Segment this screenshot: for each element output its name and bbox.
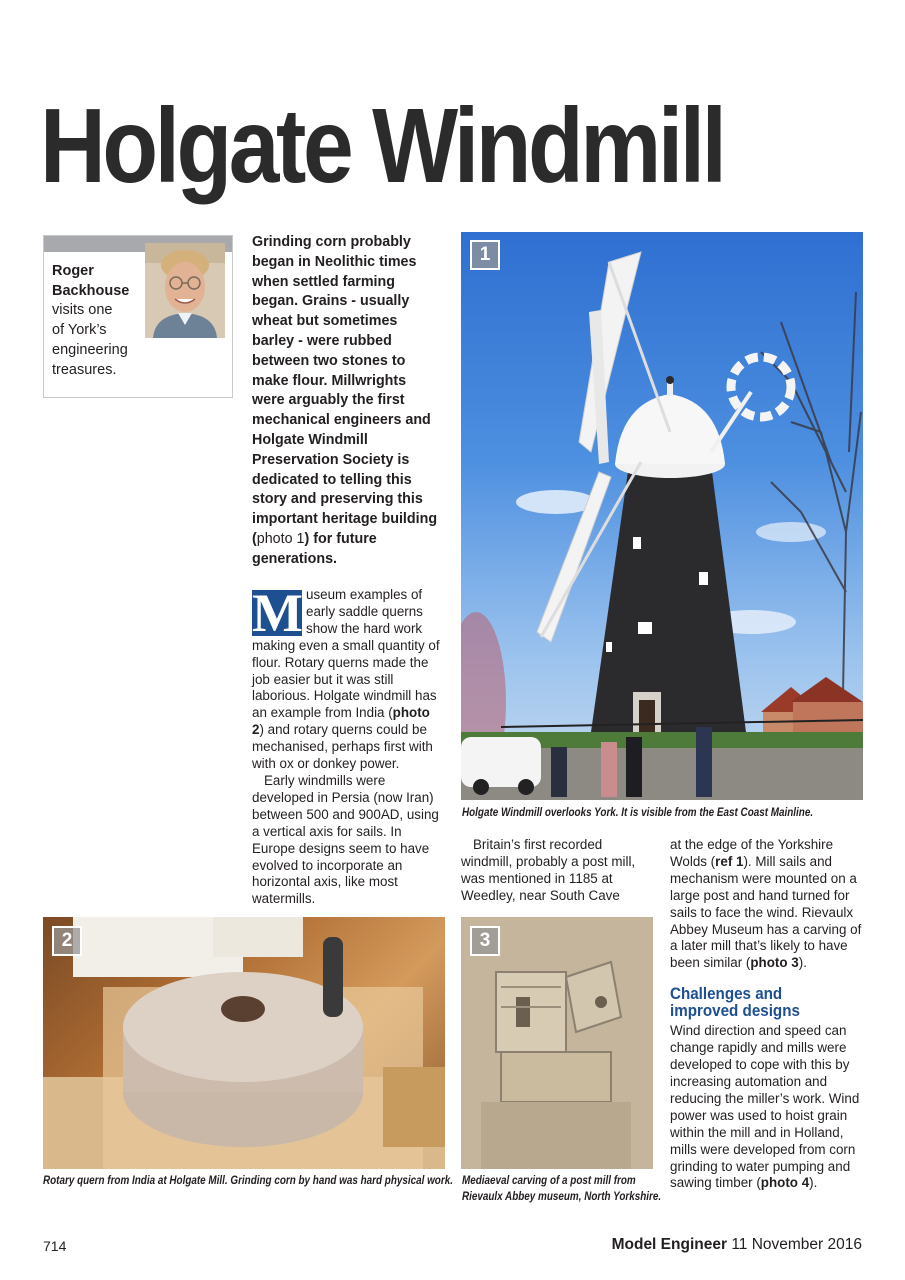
subheading-line: Challenges and xyxy=(670,985,783,1004)
body-paragraph xyxy=(670,837,866,972)
body-column-3 xyxy=(670,837,866,1192)
body-paragraph xyxy=(252,583,444,773)
subheading-line: improved designs xyxy=(670,1001,800,1020)
body-paragraph xyxy=(670,1023,866,1192)
author-portrait xyxy=(145,243,225,338)
photo-number-badge: 1 xyxy=(470,240,500,270)
standfirst-text: Grinding corn probably began in Neolithic times when settled farming began. Grains - usually wheat but sometimes barley - were rubbed between two stones to make flour. Millwrights were arguably the first mechanical engineers and Holgate Windmill Preservation Society is dedicated to telling this story and preserving this important heritage building ( xyxy=(252,234,438,547)
body-column-2 xyxy=(461,837,653,905)
magazine-name: Model Engineer xyxy=(611,1236,727,1253)
body-text: at the edge of the Yorkshire Wolds ( xyxy=(670,837,834,869)
quern-illustration xyxy=(43,917,445,1169)
photo-ref: photo 2 xyxy=(252,705,430,738)
ref-citation: ref 1 xyxy=(715,853,744,869)
author-name-first: Roger xyxy=(52,263,94,279)
body-text: ). xyxy=(798,955,807,971)
body-text: useum examples of early saddle querns show the hard work making even a small quantity of flour. Rotary querns made the job easier but it was still laborious. Holgate windmill has an example from India ( xyxy=(252,587,440,721)
section-subheading xyxy=(670,986,850,1019)
photo1-caption: Holgate Windmill overlooks York. It is visible from the East Coast Mainline. xyxy=(462,807,814,819)
standfirst-text-end: ) for future generations. xyxy=(252,530,377,567)
photo-number-badge: 3 xyxy=(470,926,500,956)
windmill-illustration xyxy=(461,232,863,800)
body-text: Wind direction and speed can change rapidly and mills were developed to cope with this by increasing automation and reducing the miller’s work. Wind power was used to hoist grain within the mill and in Holland, mills were developed from corn grinding to water pumping and sawing timber ( xyxy=(670,1023,860,1191)
caption-line: Mediaeval carving of a post mill from xyxy=(462,1175,636,1187)
standfirst-photo-ref: photo 1 xyxy=(256,530,305,547)
folio xyxy=(612,1236,862,1254)
photo-mediaeval-carving xyxy=(461,917,653,1169)
photo-holgate-windmill xyxy=(461,232,863,800)
author-desc-line: treasures. xyxy=(52,361,117,378)
body-text: ). Mill sails and mechanism were mounted on a large post and hand turned for sails to face the wind. Rievaulx Abbey Museum has a carving of a later mill that’s likely to have been similar ( xyxy=(670,853,862,971)
body-paragraph: Early windmills were developed in Persia (now Iran) between 500 and 900AD, using a vertical axis for sails. In Europe designs seem to have evolved to incorporate an horizontal axis, like most watermills. xyxy=(252,772,439,907)
author-portrait-drawing xyxy=(145,243,225,338)
photo-number-badge: 2 xyxy=(52,926,82,956)
caption-line: Rievaulx Abbey museum, North Yorkshire. xyxy=(462,1191,662,1203)
body-text: ). xyxy=(809,1175,818,1191)
body-column-1 xyxy=(252,583,444,908)
drop-cap: M xyxy=(252,583,303,643)
author-byline xyxy=(52,262,147,380)
page-title: Holgate Windmill xyxy=(40,87,724,205)
author-desc-line: visits one xyxy=(52,302,113,319)
author-desc-line: of York’s xyxy=(52,322,107,339)
author-desc-line: engineering xyxy=(52,341,128,358)
body-text: ) and rotary querns could be mechanised, perhaps first with with ox or donkey power. xyxy=(252,722,433,772)
author-name-last: Backhouse xyxy=(52,282,130,299)
author-box xyxy=(43,235,233,398)
photo3-caption xyxy=(462,1173,661,1205)
page-number: 714 xyxy=(43,1238,67,1254)
standfirst xyxy=(252,233,442,570)
issue-date: 11 November 2016 xyxy=(731,1236,862,1253)
photo-rotary-quern xyxy=(43,917,445,1169)
body-paragraph: Britain’s first recorded windmill, probably a post mill, was mentioned in 1185 at Weedley, near South Cave xyxy=(461,837,636,903)
photo-ref: photo 4 xyxy=(760,1175,810,1191)
photo-ref: photo 3 xyxy=(750,955,799,971)
photo2-caption: Rotary quern from India at Holgate Mill. Grinding corn by hand was hard physical work. xyxy=(43,1175,453,1187)
